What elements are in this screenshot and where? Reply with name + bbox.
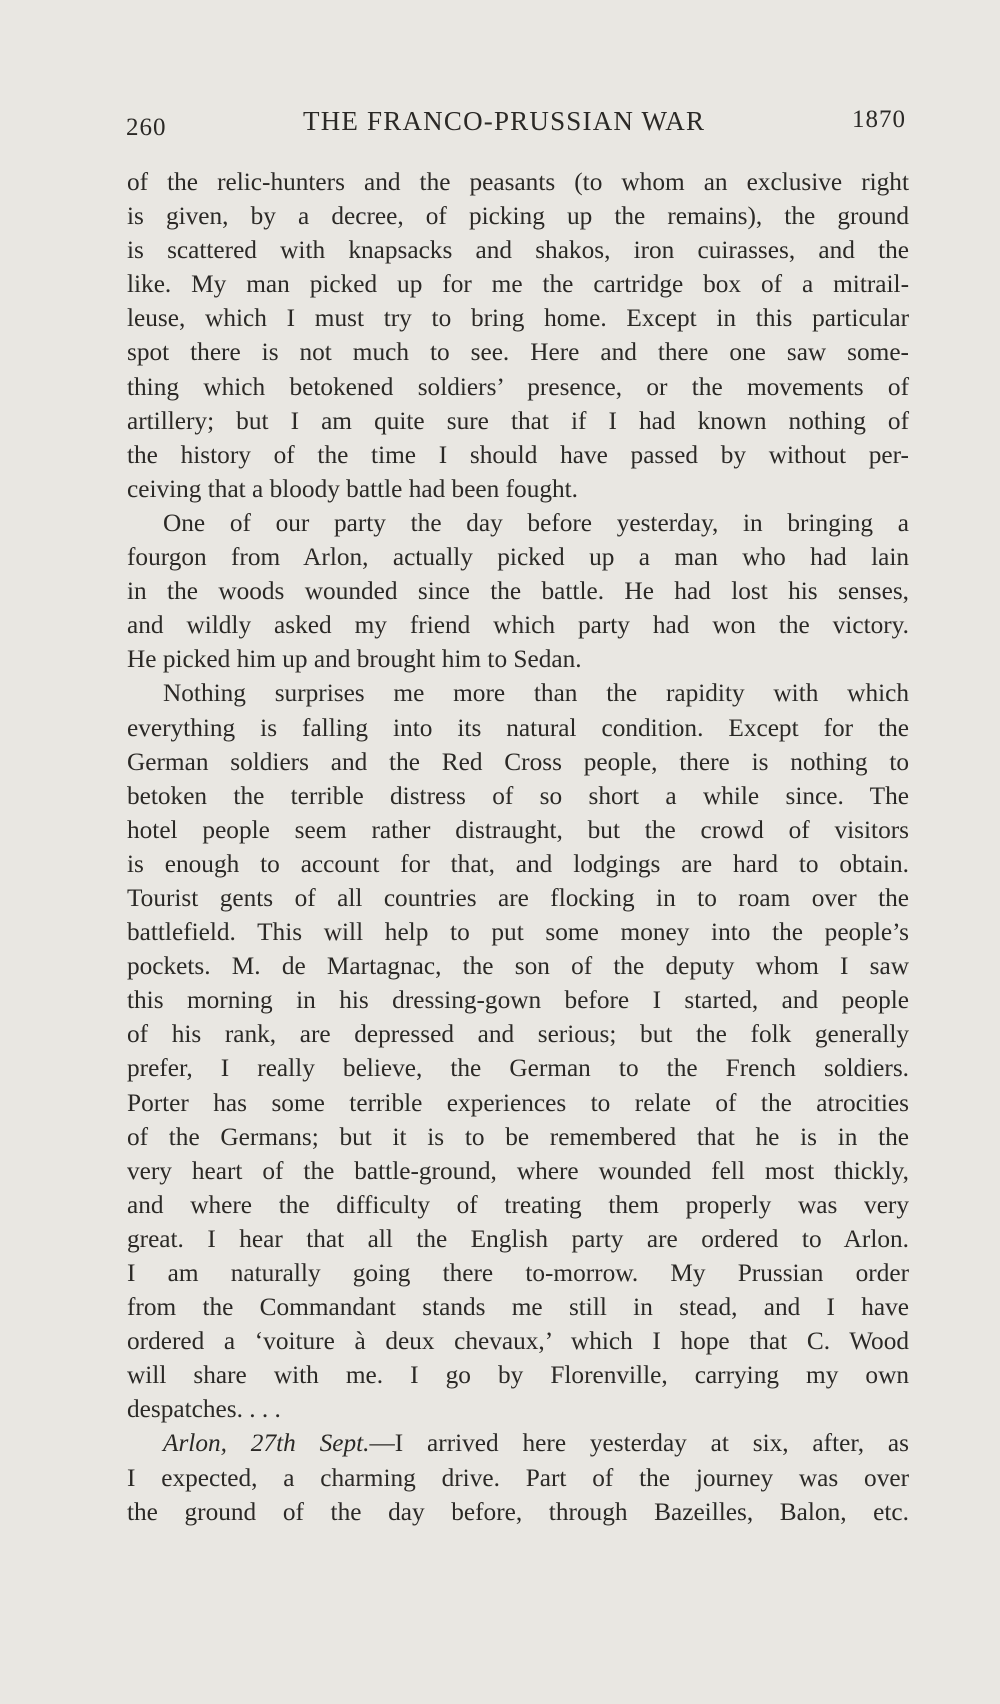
text-line: spot there is not much to see. Here and there one saw some- <box>127 338 909 367</box>
text-line: everything is falling into its natural condition. Except for the <box>127 713 909 742</box>
text-line: from the Commandant stands me still in stead, and I have <box>127 1293 909 1322</box>
text-line: will share with me. I go by Florenville, carrying my own <box>127 1361 909 1390</box>
text-line: He picked him up and brought him to Sedan. <box>127 645 582 674</box>
text-line: fourgon from Arlon, actually picked up a man who had lain <box>127 543 909 572</box>
text-line: Nothing surprises me more than the rapidity with which <box>163 679 909 708</box>
text-line: —I arrived here yesterday at six, after, as <box>369 1429 909 1458</box>
text-line: very heart of the battle-ground, where wounded fell most thickly, <box>127 1156 909 1185</box>
text-line: despatches. . . . <box>127 1395 281 1424</box>
text-line: German soldiers and the Red Cross people, there is nothing to <box>127 747 909 776</box>
text-line: hotel people seem rather distraught, but the crowd of visitors <box>127 815 909 844</box>
text-line: betoken the terrible distress of so short a while since. The <box>127 781 909 810</box>
header-year: 1870 <box>852 106 906 133</box>
page-number: 260 <box>126 114 167 141</box>
text-line: Tourist gents of all countries are flocking in to roam over the <box>127 883 909 912</box>
text-line: ceiving that a bloody battle had been fought. <box>127 474 578 503</box>
text-line: and where the difficulty of treating them properly was very <box>127 1190 909 1219</box>
text-line: of the relic-hunters and the peasants (to whom an exclusive right <box>127 168 909 196</box>
text-line: ordered a ‘voiture à deux chevaux,’ which I hope that C. Wood <box>127 1327 909 1356</box>
page-header <box>126 106 906 146</box>
text-line: the history of the time I should have passed by without per- <box>127 440 909 469</box>
text-line: like. My man picked up for me the cartridge box of a mitrail- <box>127 270 909 299</box>
text-line: pockets. M. de Martagnac, the son of the deputy whom I saw <box>127 952 909 981</box>
dateline-date: 27th Sept. <box>250 1429 370 1458</box>
text-line: in the woods wounded since the battle. He had lost his senses, <box>127 577 909 606</box>
text-line: is given, by a decree, of picking up the remains), the ground <box>127 202 909 231</box>
text-line: prefer, I really believe, the German to the French soldiers. <box>127 1054 909 1083</box>
text-line: Porter has some terrible experiences to relate of the atrocities <box>127 1088 909 1117</box>
body-text <box>127 165 909 1529</box>
text-line: of his rank, are depressed and serious; but the folk generally <box>127 1020 909 1049</box>
text-line: One of our party the day before yesterday, in bringing a <box>163 508 909 537</box>
text-line: is enough to account for that, and lodgings are hard to obtain. <box>127 849 909 878</box>
text-line: battlefield. This will help to put some money into the people’s <box>127 918 909 947</box>
text-line: and wildly asked my friend which party had won the victory. <box>127 611 909 640</box>
text-line: leuse, which I must try to bring home. Except in this particular <box>127 304 909 333</box>
dateline-paragraph <box>127 1426 909 1460</box>
text-line: I am naturally going there to-morrow. My Prussian order <box>127 1259 909 1287</box>
text-line: is scattered with knapsacks and shakos, iron cuirasses, and the <box>127 236 909 265</box>
text-line: the ground of the day before, through Bazeilles, Balon, etc. <box>127 1497 909 1526</box>
text-line: thing which betokened soldiers’ presence, or the movements of <box>127 372 909 401</box>
dateline-place: Arlon, <box>163 1429 227 1458</box>
text-line: artillery; but I am quite sure that if I had known nothing of <box>127 406 909 435</box>
running-title: THE FRANCO-PRUSSIAN WAR <box>303 106 706 136</box>
text-line: great. I hear that all the English party are ordered to Arlon. <box>127 1224 909 1253</box>
text-line: this morning in his dressing-gown before I started, and people <box>127 986 909 1015</box>
text-line: of the Germans; but it is to be remembered that he is in the <box>127 1122 909 1151</box>
text-line: I expected, a charming drive. Part of the journey was over <box>127 1463 909 1492</box>
